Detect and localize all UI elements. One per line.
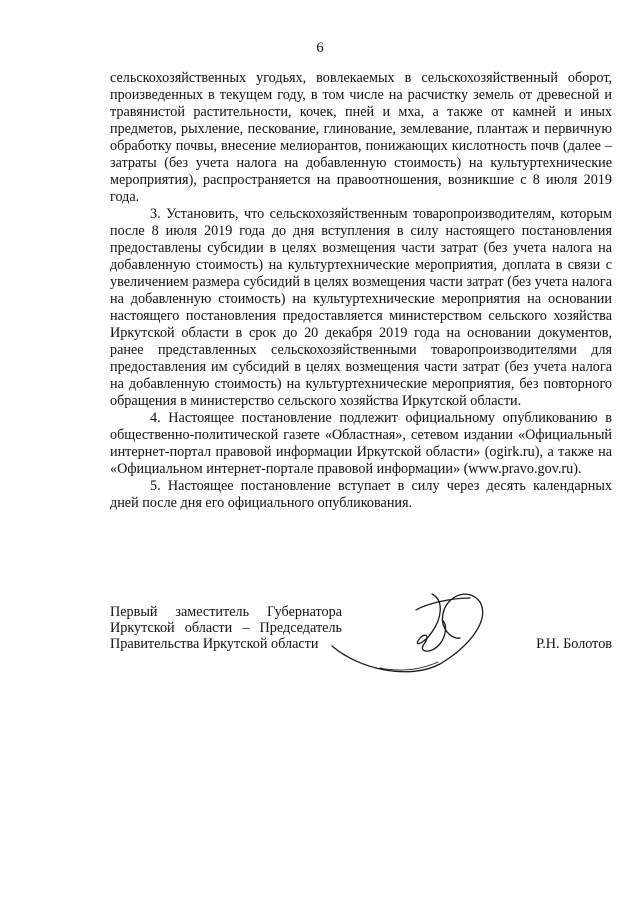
signer-title-line: Правительства Иркутской области <box>110 636 319 652</box>
page-number: 6 <box>316 40 324 56</box>
paragraph-continuation: сельскохозяйственных угодьях, вовлекаемых в сельскохозяйственный оборот, произведенных в текущем году, в том числе на расчистку земель от древесной и травянистой растительности, кочек, пней и мха, а также от камней и иных предметов, рыхление, пескование, глинование, землевание, плантаж и первичную обработку почвы, внесение мелиорантов, понижающих кислотность почв (далее – затраты (без учета налога на добавленную стоимость) на культуртехнические мероприятия), распространяется на правоотношения, возникшие с 8 июля 2019 года. <box>110 70 612 205</box>
signer-name: Р.Н. Болотов <box>536 636 612 652</box>
signer-title <box>110 604 342 652</box>
paragraph-item-4: 4. Настоящее постановление подлежит официальному опубликованию в общественно-политической газете «Областная», сетевом издании «Официальный интернет-портал правовой информации Иркутской области» (ogirk.ru), а также на «Официальном интернет-портале правовой информации» (www.pravo.gov.ru). <box>110 410 612 477</box>
signer-title-line: Иркутской области – Председатель <box>110 620 342 636</box>
document-body <box>110 70 612 512</box>
paragraph-item-5: 5. Настоящее постановление вступает в силу через десять календарных дней после дня его официального опубликования. <box>110 478 612 511</box>
paragraph-item-3: 3. Установить, что сельскохозяйственным товаропроизводителям, которым после 8 июля 2019 года до дня вступления в силу настоящего постановления предоставлены субсидии в целях возмещения части затрат (без учета налога на добавленную стоимость) на культуртехнические мероприятия, доплата в связи с увеличением размера субсидий в целях возмещения части затрат (без учета налога на добавленную стоимость) на культуртехнические мероприятия на основании настоящего постановления предоставляется министерством сельского хозяйства Иркутской области в срок до 20 декабря 2019 года на основании документов, ранее представленных сельскохозяйственными товаропроизводителями для предоставления им субсидий в целях возмещения части затрат (без учета налога на добавленную стоимость) на культуртехнические мероприятия, без повторного обращения в министерство сельского хозяйства Иркутской области. <box>110 206 612 409</box>
signature-block <box>110 604 612 694</box>
signer-title-line: Первый заместитель Губернатора <box>110 604 342 620</box>
